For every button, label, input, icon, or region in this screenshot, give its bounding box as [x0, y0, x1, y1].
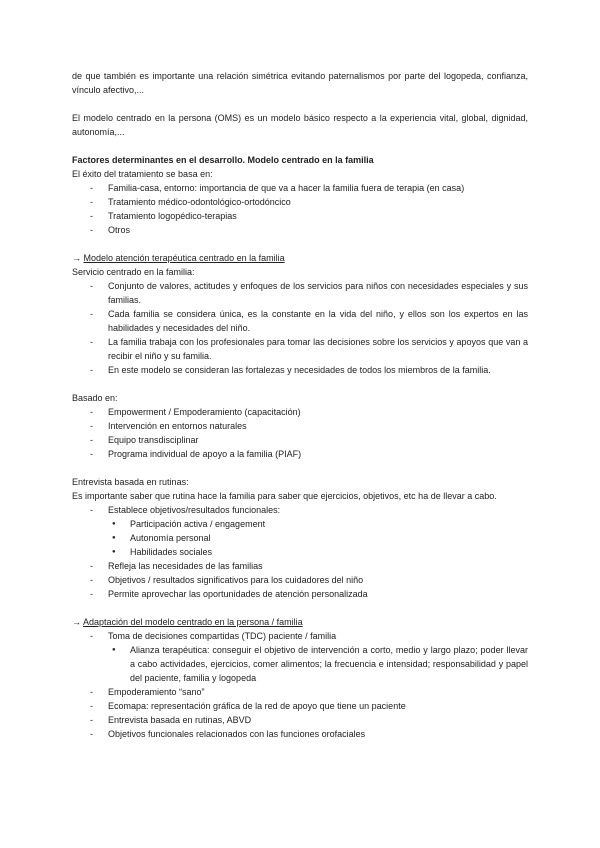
arrow-icon: → [72, 253, 84, 263]
intro-paragraph-2: El modelo centrado en la persona (OMS) es un modelo básico respecto a la experiencia vital, global, dignidad, autonomía,... [72, 113, 528, 137]
document-content [72, 69, 528, 741]
list-item: - Entrevista basada en rutinas, ABVD [72, 713, 528, 727]
sublist-item: ● Alianza terapéutica: conseguir el objetivo de intervención a corto, medio y largo plazo; poder llevar a cabo actividades, ejercicios, comer alimentos; la frecuencia e intensidad; responsabilidad y papel del paciente, familia y logopeda [108, 643, 528, 685]
list-item: - Objetivos funcionales relacionados con las funciones orofaciales [72, 727, 528, 741]
adaptacion-sublist [108, 643, 528, 685]
list-item: - Programa individual de apoyo a la familia (PIAF) [72, 447, 528, 461]
list-item-label: Toma de decisiones compartidas (TDC) paciente / familia [108, 631, 337, 641]
adaptacion-heading: Adaptación del modelo centrado en la persona / familia [83, 617, 303, 627]
entrevista-intro: Es importante saber que rutina hace la familia para saber que ejercicios, objetivos, etc ha de llevar a cabo. [72, 491, 497, 501]
list-item [72, 503, 528, 559]
list-item [72, 629, 528, 685]
list-item: - Tratamiento médico-odontológico-ortodóncico [72, 195, 528, 209]
sublist-item: ● Participación activa / engagement [108, 517, 528, 531]
list-item: - Ecomapa: representación gráfica de la red de apoyo que tiene un paciente [72, 699, 528, 713]
modelo-atencion-heading: Modelo atención terapéutica centrado en la familia [83, 253, 285, 263]
list-item: - En este modelo se consideran las fortalezas y necesidades de todos los miembros de la familia. [72, 363, 528, 377]
modelo-atencion-lead: Servicio centrado en la familia: [72, 267, 195, 277]
list-item: - Objetivos / resultados significativos para los cuidadores del niño [72, 573, 528, 587]
sublist-item: ● Autonomía personal [108, 531, 528, 545]
basado-lead: Basado en: [72, 393, 118, 403]
list-item: - Equipo transdisciplinar [72, 433, 528, 447]
list-item: - Intervención en entornos naturales [72, 419, 528, 433]
list-item: - Empowerment / Empoderamiento (capacitación) [72, 405, 528, 419]
entrevista-lead: Entrevista basada en rutinas: [72, 477, 189, 487]
modelo-atencion-list [72, 279, 528, 377]
modelo-atencion-heading-line [72, 251, 528, 265]
adaptacion-heading-line [72, 615, 528, 629]
factores-list [72, 181, 528, 237]
factores-heading: Factores determinantes en el desarrollo. Modelo centrado en la familia [72, 155, 374, 165]
list-item: - Otros [72, 223, 528, 237]
list-item: - Cada familia se considera única, es la constante en la vida del niño, y ellos son los expertos en las habilidades y necesidades del niño. [72, 307, 528, 335]
entrevista-sublist [108, 517, 528, 559]
list-item: - Refleja las necesidades de las familias [72, 559, 528, 573]
list-item: - Familia-casa, entorno: importancia de que va a hacer la familia fuera de terapia (en casa) [72, 181, 528, 195]
arrow-icon: → [72, 617, 84, 627]
adaptacion-list [72, 629, 528, 741]
intro-paragraph-1: de que también es importante una relación simétrica evitando paternalismos por parte del logopeda, confianza, vínculo afectivo,... [72, 71, 528, 95]
sublist-item: ● Habilidades sociales [108, 545, 528, 559]
entrevista-list [72, 503, 528, 601]
list-item: - Tratamiento logopédico-terapias [72, 209, 528, 223]
list-item: - Permite aprovechar las oportunidades de atención personalizada [72, 587, 528, 601]
list-item: - Conjunto de valores, actitudes y enfoques de los servicios para niños con necesidades especiales y sus familias. [72, 279, 528, 307]
basado-list [72, 405, 528, 461]
factores-lead: El éxito del tratamiento se basa en: [72, 169, 213, 179]
list-item: - Empoderamiento “sano” [72, 685, 528, 699]
list-item-label: Establece objetivos/resultados funcionales: [108, 505, 281, 515]
list-item: - La familia trabaja con los profesionales para tomar las decisiones sobre los servicios y apoyos que van a recibir el niño y su familia. [72, 335, 528, 363]
